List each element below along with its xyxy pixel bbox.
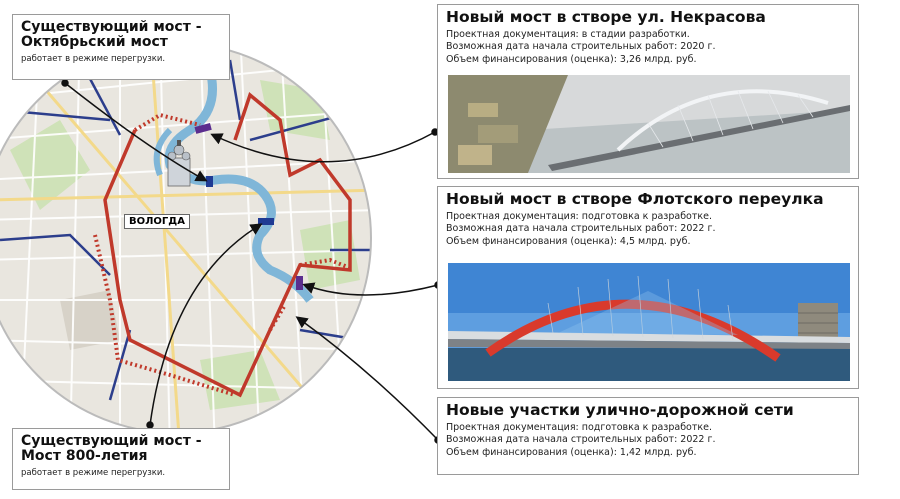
bridge-oktyabrsky [206, 176, 213, 187]
project-title: Новый мост в створе ул. Некрасова [446, 8, 766, 26]
project-card-flotsky [437, 186, 859, 389]
project-funding: Объем финансирования (оценка): 1,42 млрд. руб. [446, 446, 697, 458]
project-funding: Объем финансирования (оценка): 3,26 млрд. руб. [446, 53, 697, 65]
callout-title-line2: Октябрьский мост [21, 34, 168, 51]
callout-october-bridge [12, 14, 230, 80]
bridge-render-flotsky [448, 263, 850, 381]
project-card-nekrasova [437, 4, 859, 179]
callout-note: работает в режиме перегрузки. [21, 53, 166, 64]
project-card-roads [437, 397, 859, 475]
bridge-800 [258, 218, 274, 225]
project-start-date: Возможная дата начала строительных работ: 2022 г. [446, 434, 716, 446]
project-doc-status: Проектная документация: подготовка к разработке. [446, 422, 713, 434]
project-start-date: Возможная дата начала строительных работ: 2020 г. [446, 41, 716, 53]
project-title: Новые участки улично-дорожной сети [446, 401, 794, 419]
callout-title-line1: Существующий мост - [21, 19, 202, 35]
project-doc-status: Проектная документация: в стадии разработки. [446, 29, 690, 41]
callout-title-line2: Мост 800-летия [21, 448, 148, 465]
project-start-date: Возможная дата начала строительных работ: 2022 г. [446, 223, 716, 235]
bridge-render-nekrasova [448, 75, 850, 173]
city-map [0, 30, 390, 450]
bridge-flotsky [296, 276, 303, 290]
project-doc-status: Проектная документация: подготовка к разработке. [446, 211, 713, 223]
city-label: ВОЛОГДА [124, 214, 190, 229]
project-title: Новый мост в створе Флотского переулка [446, 190, 824, 208]
callout-title-line1: Существующий мост - [21, 433, 202, 449]
callout-800-bridge [12, 428, 230, 490]
project-funding: Объем финансирования (оценка): 4,5 млрд. руб. [446, 235, 691, 247]
callout-note: работает в режиме перегрузки. [21, 467, 166, 478]
